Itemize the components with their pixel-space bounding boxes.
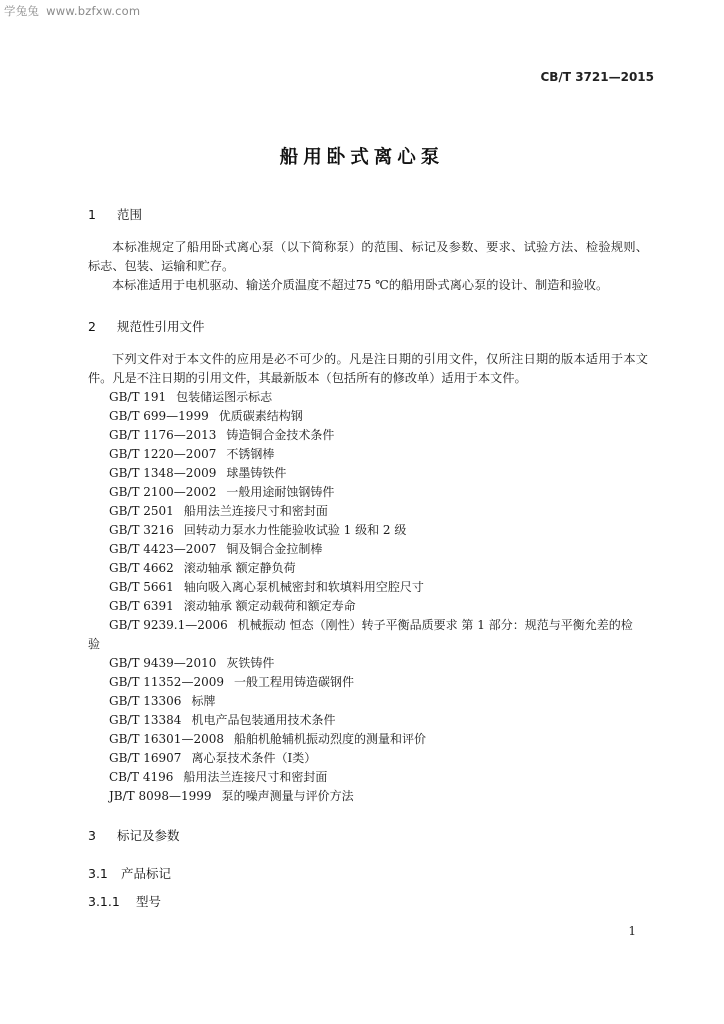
section-heading-model	[88, 892, 161, 910]
reference-item	[109, 407, 303, 424]
reference-item	[109, 749, 316, 766]
document-title: 船用卧式离心泵	[279, 147, 445, 168]
reference-code: GB/T 1176—2013	[109, 428, 217, 442]
reference-code: GB/T 13306	[109, 694, 182, 708]
reference-code: CB/T 4196	[109, 770, 174, 784]
reference-title: 球墨铸铁件	[226, 466, 287, 480]
reference-code: JB/T 8098—1999	[109, 789, 212, 803]
standard-code: CB/T 3721—2015	[540, 70, 654, 84]
scope-paragraph-2: 本标准适用于电机驱动、输送介质温度不超过75 ℃的船用卧式离心泵的设计、制造和验收。	[112, 278, 609, 292]
reference-item	[109, 787, 354, 804]
reference-title: 铸造铜合金技术条件	[226, 428, 335, 442]
reference-title: 铜及铜合金拉制棒	[226, 542, 323, 556]
reference-title: 离心泵技术条件（Ⅰ类）	[191, 751, 317, 765]
reference-item	[109, 654, 274, 671]
section-heading-normative-references	[88, 317, 205, 335]
reference-code: GB/T 9239.1—2006	[109, 618, 228, 632]
section-number: 3	[88, 828, 96, 843]
watermark-site-name: 学兔兔	[4, 4, 40, 18]
reference-item	[109, 616, 633, 633]
section-heading-scope	[88, 205, 142, 223]
reference-code: GB/T 16301—2008	[109, 732, 224, 746]
watermark	[4, 3, 140, 19]
reference-code: GB/T 4423—2007	[109, 542, 217, 556]
reference-code: GB/T 9439—2010	[109, 656, 217, 670]
reference-item	[109, 521, 406, 538]
reference-item	[109, 483, 334, 500]
reference-code: GB/T 11352—2009	[109, 675, 224, 689]
reference-item	[109, 711, 335, 728]
reference-title: 滚动轴承 额定动载荷和额定寿命	[183, 599, 356, 613]
reference-title: 船用法兰连接尺寸和密封面	[183, 504, 328, 518]
section-title: 规范性引用文件	[117, 319, 205, 334]
reference-code: GB/T 3216	[109, 523, 174, 537]
reference-title-continuation: 验	[88, 637, 101, 651]
reference-item	[109, 692, 215, 709]
reference-title: 一般用途耐蚀钢铸件	[226, 485, 335, 499]
reference-code: GB/T 2501	[109, 504, 174, 518]
reference-code: GB/T 5661	[109, 580, 174, 594]
reference-item	[109, 464, 286, 481]
section-title: 范围	[117, 207, 143, 222]
reference-item	[109, 673, 354, 690]
reference-title: 优质碳素结构钢	[218, 409, 303, 423]
section-number: 3.1.1	[88, 894, 120, 909]
reference-code: GB/T 1220—2007	[109, 447, 217, 461]
section-heading-marking-parameters	[88, 826, 180, 844]
section-title: 产品标记	[121, 866, 172, 881]
reference-code: GB/T 6391	[109, 599, 174, 613]
section-title: 标记及参数	[117, 828, 180, 843]
reference-code: GB/T 16907	[109, 751, 182, 765]
reference-title: 回转动力泵水力性能验收试验 1 级和 2 级	[183, 523, 407, 537]
reference-item	[109, 768, 327, 785]
reference-title: 机械振动 恒态（刚性）转子平衡品质要求 第 1 部分：规范与平衡允差的检	[237, 618, 633, 632]
reference-item	[109, 388, 272, 405]
reference-item	[109, 445, 274, 462]
references-intro-paragraph: 下列文件对于本文件的应用是必不可少的。凡是注日期的引用文件，仅所注日期的版本适用于本文件。凡是不注日期的引用文件，其最新版本（包括所有的修改单）适用于本文件。	[88, 352, 648, 385]
reference-item	[109, 540, 322, 557]
reference-title: 泵的噪声测量与评价方法	[221, 789, 354, 803]
section-number: 2	[88, 319, 96, 334]
reference-title: 机电产品包装通用技术条件	[191, 713, 336, 727]
reference-code: GB/T 1348—2009	[109, 466, 217, 480]
scope-paragraph-1: 本标准规定了船用卧式离心泵（以下简称泵）的范围、标记及参数、要求、试验方法、检验规则、标志、包装、运输和贮存。	[88, 240, 648, 273]
reference-code: GB/T 699—1999	[109, 409, 209, 423]
reference-item	[109, 559, 296, 576]
section-number: 3.1	[88, 866, 108, 881]
reference-title: 滚动轴承 额定静负荷	[183, 561, 296, 575]
reference-title: 船舶机舱辅机振动烈度的测量和评价	[233, 732, 426, 746]
reference-item	[109, 426, 334, 443]
reference-title: 包装储运图示标志	[176, 390, 273, 404]
page-number: 1	[628, 924, 636, 938]
reference-code: GB/T 2100—2002	[109, 485, 217, 499]
reference-item	[109, 597, 356, 614]
reference-item	[109, 730, 426, 747]
reference-title: 不锈钢棒	[226, 447, 275, 461]
reference-title: 轴向吸入离心泵机械密封和软填料用空腔尺寸	[183, 580, 424, 594]
section-heading-product-marking	[88, 864, 171, 882]
reference-title: 一般工程用铸造碳钢件	[233, 675, 354, 689]
reference-title: 标牌	[191, 694, 216, 708]
section-title: 型号	[136, 894, 162, 909]
watermark-site-url: www.bzfxw.com	[46, 4, 141, 18]
reference-code: GB/T 13384	[109, 713, 182, 727]
reference-code: GB/T 191	[109, 390, 167, 404]
reference-code: GB/T 4662	[109, 561, 174, 575]
reference-title: 灰铁铸件	[226, 656, 275, 670]
reference-title: 船用法兰连接尺寸和密封面	[183, 770, 328, 784]
reference-item	[109, 502, 328, 519]
reference-item	[109, 578, 424, 595]
section-number: 1	[88, 207, 96, 222]
